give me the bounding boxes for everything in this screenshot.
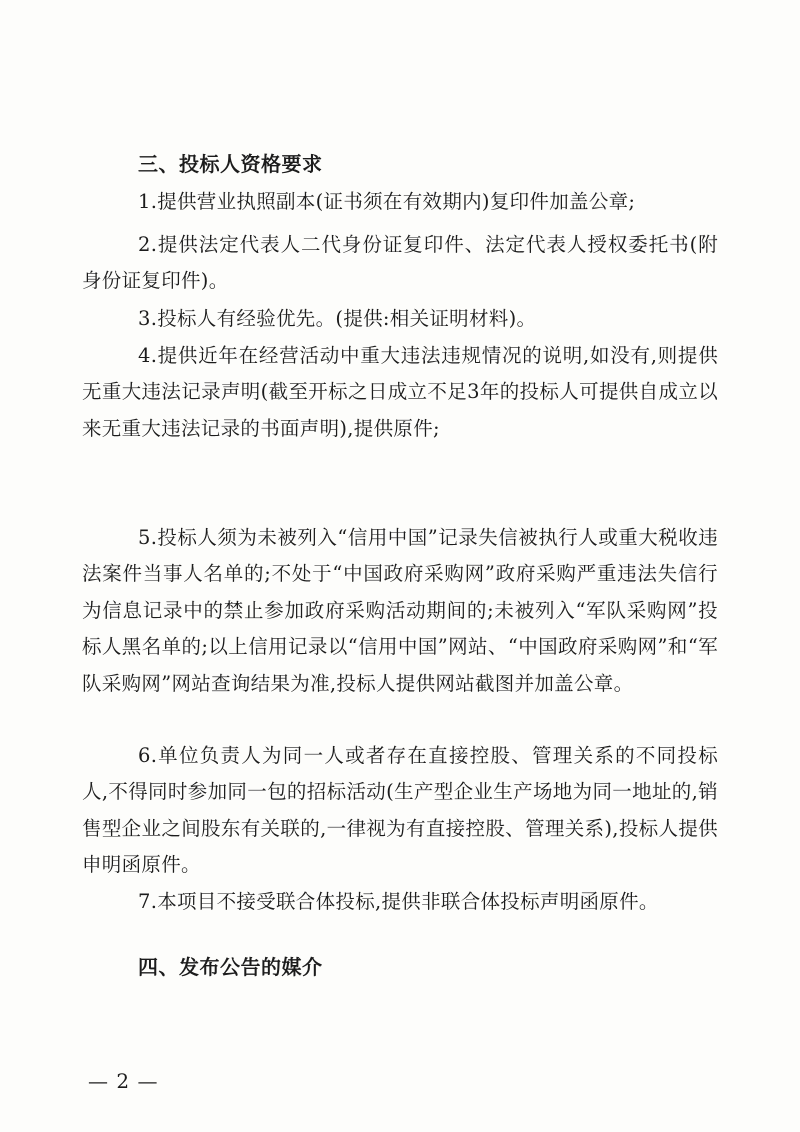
section-heading-media: 四、发布公告的媒介	[138, 955, 323, 979]
qualification-item-2: 2.提供法定代表人二代身份证复印件、法定代表人授权委托书(附身份证复印件)。	[82, 233, 718, 293]
qualification-item-6: 6.单位负责人为同一人或者存在直接控股、管理关系的不同投标人,不得同时参加同一包的招标活动(生产型企业生产场地为同一地址的,销售型企业之间股东有关联的,一律视为有直接控股、管理关系),投标人提供申明函原件。	[82, 744, 718, 877]
qualification-item-3: 3.投标人有经验优先。(提供:相关证明材料)。	[138, 307, 537, 330]
section-heading-qualification: 三、投标人资格要求	[138, 152, 323, 176]
qualification-item-5: 5.投标人须为未被列入“信用中国”记录失信被执行人或重大税收违法案件当事人名单的;不处于“中国政府采购网”政府采购严重违法失信行为信息记录中的禁止参加政府采购活动期间的;未被列入“军队采购网”投标人黑名单的;以上信用记录以“信用中国”网站、“中国政府采购网”和“军队采购网”网站查询结果为准,投标人提供网站截图并加盖公章。	[82, 526, 718, 695]
qualification-item-4: 4.提供近年在经营活动中重大违法违规情况的说明,如没有,则提供无重大违法记录声明(截至开标之日成立不足3年的投标人可提供自成立以来无重大违法记录的书面声明),提供原件;	[82, 344, 718, 440]
qualification-item-1: 1.提供营业执照副本(证书须在有效期内)复印件加盖公章;	[138, 190, 636, 213]
qualification-item-7: 7.本项目不接受联合体投标,提供非联合体投标声明函原件。	[138, 890, 659, 913]
page-number: — 2 —	[88, 1069, 159, 1093]
